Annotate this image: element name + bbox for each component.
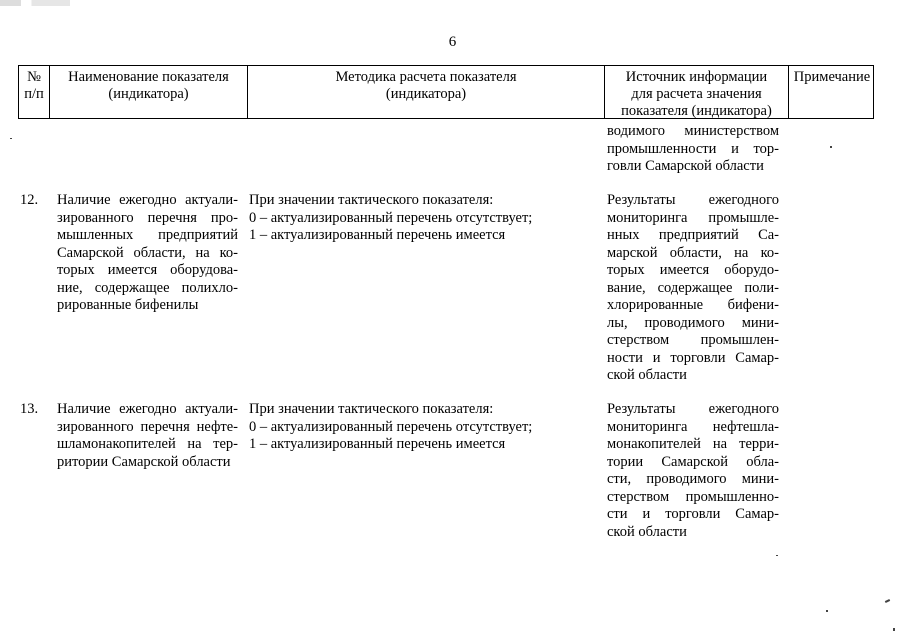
header-line: Наименование показателя [68, 69, 229, 85]
scan-speck [893, 628, 895, 631]
text-line: зированного перечня нефте- [57, 418, 238, 435]
text-line: торых имеется оборудова- [57, 262, 238, 278]
header-line: № [27, 69, 41, 85]
text-line: вание, содержащее поли- [607, 279, 779, 296]
text-line: Результаты ежегодного [607, 192, 779, 208]
text-line: Наличие ежегодно актуали- [57, 192, 238, 208]
row-13-number: 13. [20, 401, 39, 417]
header-line: Методика расчета показателя [335, 69, 517, 85]
row-13-source [607, 401, 779, 541]
header-line: п/п [24, 86, 44, 102]
text-line: рированные бифенилы [57, 297, 199, 313]
header-col-method [248, 66, 604, 118]
text-line: ности и торговли Самар- [607, 349, 779, 366]
text-line: нных предприятий Са- [607, 227, 779, 243]
text-line: мониторинга промышле- [607, 209, 779, 226]
row-12-indicator-name [57, 192, 238, 315]
text-line: сти и торговли Самар- [607, 506, 779, 522]
scan-artifact [0, 0, 70, 6]
row-12-number: 12. [20, 192, 39, 208]
text-line: 0 – актуализированный перечень отсутствует; [249, 209, 533, 226]
text-line: лы, проводимого мини- [607, 314, 779, 331]
text-line: стерством промышлен- [607, 332, 779, 348]
text-line: Наличие ежегодно актуали- [57, 401, 238, 417]
header-col-source [605, 66, 788, 118]
text-line: ской области [607, 523, 687, 540]
text-line: 1 – актуализированный перечень имеется [249, 227, 506, 243]
text-line: ние, содержащее полихло- [57, 279, 238, 296]
row-13-indicator-name [57, 401, 238, 471]
scan-speck [826, 610, 828, 612]
header-col-name [50, 66, 247, 118]
header-line: Примечание [793, 69, 871, 85]
text-line: водимого министерством [607, 123, 779, 139]
text-line: мышленных предприятий [57, 227, 238, 243]
text-line: стерством промышленно- [607, 488, 779, 505]
scan-speck [830, 146, 832, 148]
header-col-number [19, 66, 49, 118]
table-header [18, 65, 874, 119]
scan-speck [885, 599, 890, 603]
text-line: При значении тактического показателя: [249, 401, 494, 417]
text-line: Результаты ежегодного [607, 401, 779, 417]
text-line: ской области [607, 367, 687, 383]
row-13-method [249, 401, 559, 454]
text-line: 1 – актуализированный перечень имеется [249, 436, 506, 452]
header-col-note [789, 66, 875, 118]
text-line: зированного перечня про- [57, 209, 238, 226]
page-number: 6 [448, 34, 457, 50]
text-line: Самарской области, на ко- [57, 244, 238, 261]
header-line: (индикатора) [385, 86, 467, 102]
header-line: для расчета значения [631, 86, 762, 102]
text-line: говли Самарской области [607, 158, 764, 174]
text-line: торых имеется оборудо- [607, 262, 779, 278]
text-line: тории Самарской обла- [607, 453, 779, 470]
continued-source-text [607, 123, 779, 176]
scan-speck [776, 555, 778, 556]
header-line: (индикатора) [108, 86, 189, 102]
row-12-source [607, 192, 779, 385]
row-12-method [249, 192, 559, 245]
text-line: шламонакопителей на тер- [57, 436, 238, 452]
text-line: 0 – актуализированный перечень отсутствует; [249, 418, 533, 435]
text-line: мониторинга нефтешла- [607, 418, 779, 435]
text-line: марской области, на ко- [607, 244, 779, 261]
text-line: ритории Самарской области [57, 453, 231, 470]
text-line: монакопителей на терри- [607, 436, 779, 452]
text-line: промышленности и тор- [607, 140, 779, 157]
text-line: При значении тактического показателя: [249, 192, 494, 208]
header-line: Источник информации [625, 69, 768, 85]
text-line: хлорированные бифени- [607, 297, 779, 313]
scan-speck [10, 138, 12, 139]
header-line: показателя (индикатора) [621, 103, 772, 119]
text-line: сти, проводимого мини- [607, 471, 779, 487]
